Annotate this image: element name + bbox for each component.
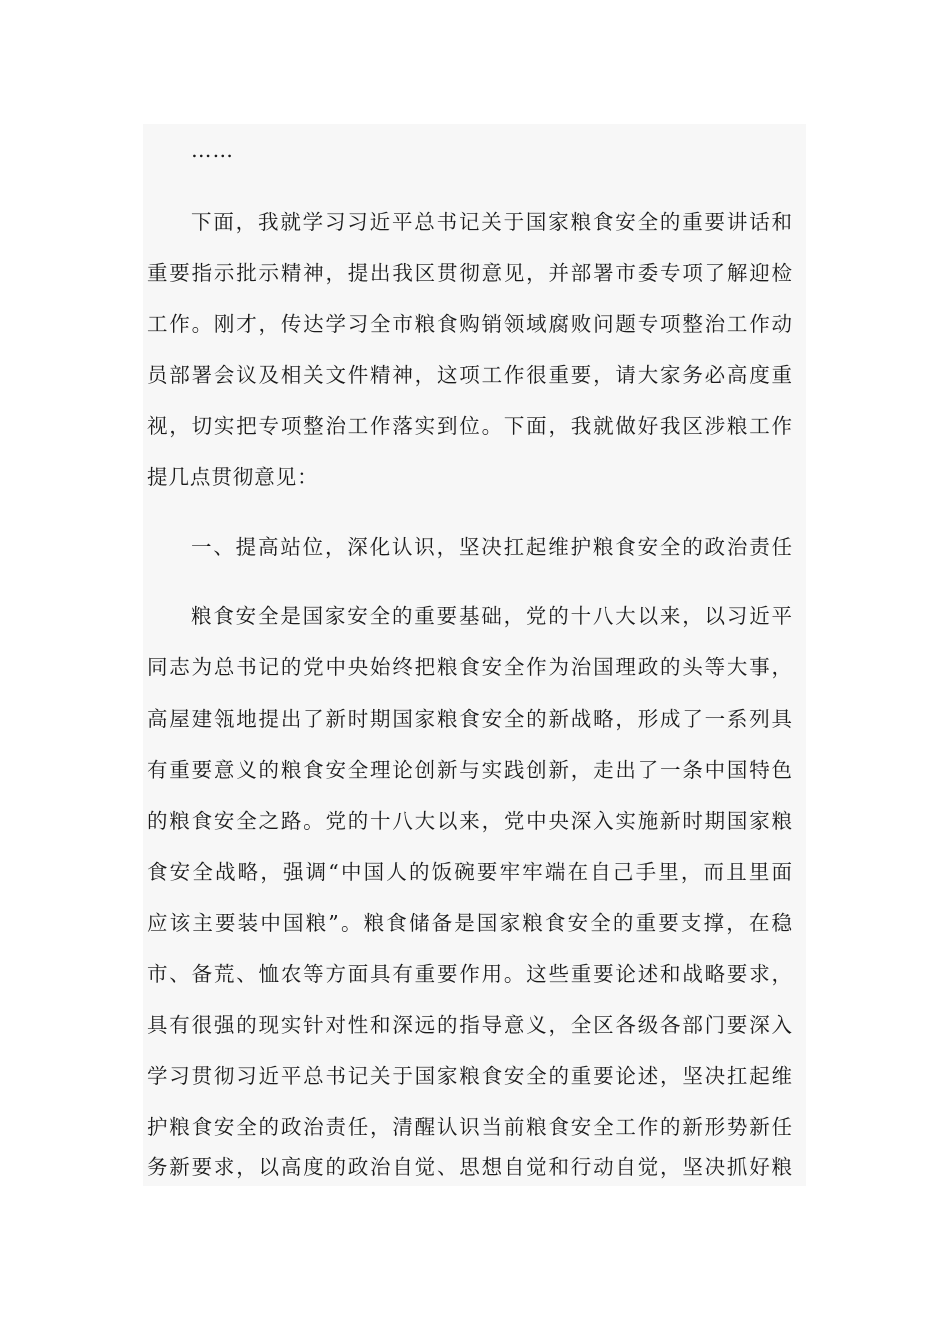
document-page xyxy=(143,124,806,1186)
section-heading: 一、提高站位，深化认识，坚决扛起维护粮食安全的政治责任 xyxy=(191,535,793,559)
paragraph-line: 护粮食安全的政治责任，清醒认识当前粮食安全工作的新形势新任 xyxy=(147,1115,793,1139)
paragraph-line: 食安全战略，强调“中国人的饭碗要牢牢端在自己手里，而且里面 xyxy=(147,860,793,884)
paragraph-line: 员部署会议及相关文件精神，这项工作很重要，请大家务必高度重 xyxy=(147,363,793,387)
ellipsis-line: …… xyxy=(191,138,234,162)
paragraph-line: 有重要意义的粮食安全理论创新与实践创新，走出了一条中国特色 xyxy=(147,758,793,782)
paragraph-line: 工作。刚才，传达学习全市粮食购销领域腐败问题专项整治工作动 xyxy=(147,312,793,336)
paragraph-line: 粮食安全是国家安全的重要基础，党的十八大以来，以习近平 xyxy=(191,604,793,628)
paragraph-line: 的粮食安全之路。党的十八大以来，党中央深入实施新时期国家粮 xyxy=(147,809,793,833)
paragraph-line: 务新要求，以高度的政治自觉、思想自觉和行动自觉，坚决抓好粮 xyxy=(147,1155,793,1179)
paragraph-line: 高屋建瓴地提出了新时期国家粮食安全的新战略，形成了一系列具 xyxy=(147,707,793,731)
paragraph-line: 重要指示批示精神，提出我区贯彻意见，并部署市委专项了解迎检 xyxy=(147,261,793,285)
paragraph-line: 具有很强的现实针对性和深远的指导意义，全区各级各部门要深入 xyxy=(147,1013,793,1037)
paragraph-line: 应该主要装中国粮”。粮食储备是国家粮食安全的重要支撑，在稳 xyxy=(147,911,793,935)
paragraph-line: 视，切实把专项整治工作落实到位。下面，我就做好我区涉粮工作 xyxy=(147,414,793,438)
paragraph-line: 下面，我就学习习近平总书记关于国家粮食安全的重要讲话和 xyxy=(191,210,793,234)
paragraph-line: 学习贯彻习近平总书记关于国家粮食安全的重要论述，坚决扛起维 xyxy=(147,1064,793,1088)
paragraph-line: 提几点贯彻意见： xyxy=(147,465,319,489)
paragraph-line: 市、备荒、恤农等方面具有重要作用。这些重要论述和战略要求， xyxy=(147,962,793,986)
paragraph-line: 同志为总书记的党中央始终把粮食安全作为治国理政的头等大事， xyxy=(147,655,793,679)
